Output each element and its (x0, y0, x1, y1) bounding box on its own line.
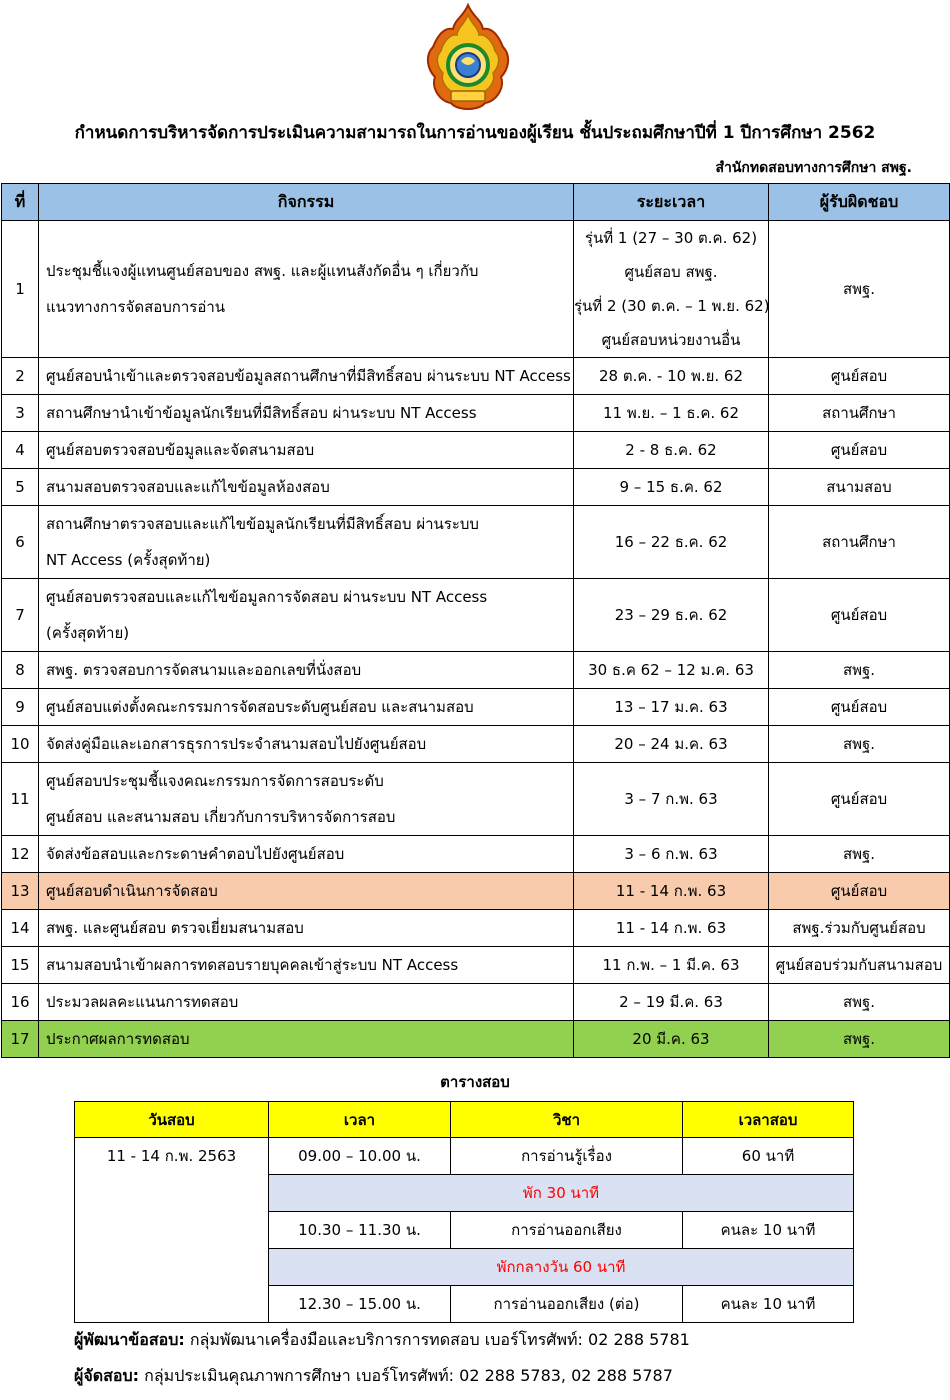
schedule-row (2, 358, 950, 395)
period-line: 30 ธ.ค 62 – 12 ม.ค. 63 (588, 661, 754, 679)
responsible-cell: สถานศึกษา (769, 395, 950, 432)
schedule-row (2, 469, 950, 506)
exam-time: 09.00 – 10.00 น. (269, 1138, 451, 1175)
period-line: 11 - 14 ก.พ. 63 (615, 919, 727, 937)
activity-line: สพฐ. ตรวจสอบการจัดสนามและออกเลขที่นั่งสอบ (46, 661, 362, 679)
row-number: 9 (2, 689, 39, 726)
activity-cell (39, 984, 574, 1021)
period-line: 13 – 17 ม.ค. 63 (614, 698, 728, 716)
exam-time: 12.30 – 15.00 น. (269, 1286, 451, 1323)
break-cell: พัก 30 นาที (269, 1175, 854, 1212)
activity-line: สถานศึกษานำเข้าข้อมูลนักเรียนที่มีสิทธิ์สอบ ผ่านระบบ NT Access (46, 404, 477, 422)
activity-line: ศูนย์สอบดำเนินการจัดสอบ (46, 882, 218, 900)
schedule-row (2, 579, 950, 652)
period-cell (574, 469, 769, 506)
responsible-cell: สพฐ. (769, 1021, 950, 1058)
period-cell (574, 652, 769, 689)
schedule-header-row (2, 184, 950, 221)
exam-header-duration: เวลาสอบ (683, 1102, 854, 1138)
schedule-row (2, 221, 950, 358)
break-cell: พักกลางวัน 60 นาที (269, 1249, 854, 1286)
schedule-row (2, 763, 950, 836)
activity-line: ศูนย์สอบตรวจสอบและแก้ไขข้อมูลการจัดสอบ ผ่านระบบ NT Access (46, 588, 488, 606)
responsible-cell: ศูนย์สอบ (769, 873, 950, 910)
row-number: 5 (2, 469, 39, 506)
period-cell (574, 873, 769, 910)
row-number: 4 (2, 432, 39, 469)
period-cell (574, 1021, 769, 1058)
responsible-cell: สนามสอบ (769, 469, 950, 506)
period-line: 23 – 29 ธ.ค. 62 (614, 606, 728, 624)
period-cell (574, 395, 769, 432)
page-title: กำหนดการบริหารจัดการประเมินความสามารถในการอ่านของผู้เรียน ชั้นประถมศึกษาปีที่ 1 ปีการศึกษา 2562 (74, 123, 876, 143)
activity-cell (39, 763, 574, 836)
responsible-cell: ศูนย์สอบ (769, 763, 950, 836)
row-number: 7 (2, 579, 39, 652)
activity-line: ประชุมชี้แจงผู้แทนศูนย์สอบของ สพฐ. และผู้แทนสังกัดอื่น ๆ เกี่ยวกับ (46, 262, 479, 280)
schedule-row (2, 947, 950, 984)
period-line: ศูนย์สอบหน่วยงานอื่น (601, 331, 741, 349)
responsible-cell: สพฐ. (769, 984, 950, 1021)
activity-line: NT Access (ครั้งสุดท้าย) (46, 551, 211, 569)
exam-header-row (75, 1102, 854, 1138)
period-cell (574, 836, 769, 873)
period-cell (574, 726, 769, 763)
exam-row (75, 1138, 854, 1175)
period-line: ศูนย์สอบ สพฐ. (624, 263, 718, 281)
responsible-cell: สพฐ. (769, 221, 950, 358)
activity-cell (39, 947, 574, 984)
period-line: 11 ก.พ. – 1 มี.ค. 63 (602, 956, 740, 974)
activity-cell (39, 358, 574, 395)
period-line: 3 – 6 ก.พ. 63 (624, 845, 718, 863)
period-cell (574, 947, 769, 984)
period-line: 3 – 7 ก.พ. 63 (624, 790, 718, 808)
schedule-row (2, 652, 950, 689)
activity-line: (ครั้งสุดท้าย) (46, 624, 130, 642)
period-cell (574, 221, 769, 358)
period-line: 20 มี.ค. 63 (632, 1030, 710, 1048)
exam-date: 11 - 14 ก.พ. 2563 (75, 1138, 269, 1323)
activity-line: สนามสอบตรวจสอบและแก้ไขข้อมูลห้องสอบ (46, 478, 330, 496)
row-number: 2 (2, 358, 39, 395)
activity-cell (39, 221, 574, 358)
responsible-cell: สพฐ. (769, 726, 950, 763)
activity-cell (39, 873, 574, 910)
exam-subject: การอ่านออกเสียง (ต่อ) (451, 1286, 683, 1323)
period-line: 9 – 15 ธ.ค. 62 (619, 478, 723, 496)
activity-line: ศูนย์สอบแต่งตั้งคณะกรรมการจัดสอบระดับศูนย์สอบ และสนามสอบ (46, 698, 474, 716)
row-number: 11 (2, 763, 39, 836)
exam-header-date: วันสอบ (75, 1102, 269, 1138)
activity-line: ศูนย์สอบตรวจสอบข้อมูลและจัดสนามสอบ (46, 441, 315, 459)
row-number: 14 (2, 910, 39, 947)
responsible-cell: สถานศึกษา (769, 506, 950, 579)
period-cell (574, 689, 769, 726)
schedule-row (2, 689, 950, 726)
activity-cell (39, 395, 574, 432)
header-no: ที่ (2, 184, 39, 221)
footer-organizer-text: กลุ่มประเมินคุณภาพการศึกษา เบอร์โทรศัพท์: 02 288 5783, 02 288 5787 (139, 1366, 673, 1385)
schedule-row (2, 506, 950, 579)
exam-table-title: ตารางสอบ (440, 1073, 510, 1091)
activity-cell (39, 579, 574, 652)
activity-line: ศูนย์สอบ และสนามสอบ เกี่ยวกับการบริหารจัดการสอบ (46, 808, 396, 826)
activity-line: สนามสอบนำเข้าผลการทดสอบรายบุคคลเข้าสู่ระบบ NT Access (46, 956, 459, 974)
exam-table (74, 1101, 854, 1323)
activity-cell (39, 506, 574, 579)
period-cell (574, 763, 769, 836)
exam-duration: คนละ 10 นาที (683, 1286, 854, 1323)
period-line: 28 ต.ค. - 10 พ.ย. 62 (598, 367, 744, 385)
row-number: 3 (2, 395, 39, 432)
row-number: 15 (2, 947, 39, 984)
header-period: ระยะเวลา (574, 184, 769, 221)
period-cell (574, 984, 769, 1021)
responsible-cell: ศูนย์สอบ (769, 689, 950, 726)
row-number: 16 (2, 984, 39, 1021)
responsible-cell: ศูนย์สอบ (769, 432, 950, 469)
activity-cell (39, 689, 574, 726)
schedule-row (2, 1021, 950, 1058)
exam-subject: การอ่านรู้เรื่อง (451, 1138, 683, 1175)
period-line: 11 - 14 ก.พ. 63 (615, 882, 727, 900)
period-line: 2 – 19 มี.ค. 63 (619, 993, 723, 1011)
exam-subject: การอ่านออกเสียง (451, 1212, 683, 1249)
exam-duration: 60 นาที (683, 1138, 854, 1175)
schedule-row (2, 836, 950, 873)
activity-cell (39, 432, 574, 469)
period-line: 11 พ.ย. – 1 ธ.ค. 62 (603, 404, 739, 422)
row-number: 17 (2, 1021, 39, 1058)
schedule-table (1, 183, 950, 1058)
exam-header-time: เวลา (269, 1102, 451, 1138)
footer-organizer-label: ผู้จัดสอบ: (74, 1366, 140, 1385)
responsible-cell: ศูนย์สอบร่วมกับสนามสอบ (769, 947, 950, 984)
activity-line: ศูนย์สอบนำเข้าและตรวจสอบข้อมูลสถานศึกษาที่มีสิทธิ์สอบ ผ่านระบบ NT Access (46, 367, 571, 385)
period-cell (574, 358, 769, 395)
period-cell (574, 506, 769, 579)
responsible-cell: สพฐ.ร่วมกับศูนย์สอบ (769, 910, 950, 947)
schedule-row (2, 984, 950, 1021)
schedule-row (2, 873, 950, 910)
schedule-row (2, 432, 950, 469)
activity-cell (39, 1021, 574, 1058)
schedule-row (2, 726, 950, 763)
obec-emblem-icon (423, 3, 513, 113)
activity-line: ศูนย์สอบประชุมชี้แจงคณะกรรมการจัดการสอบระดับ (46, 772, 384, 790)
period-line: รุ่นที่ 1 (27 – 30 ต.ค. 62) (584, 229, 758, 247)
footer-developer-label: ผู้พัฒนาข้อสอบ: (74, 1330, 185, 1349)
row-number: 1 (2, 221, 39, 358)
exam-time: 10.30 – 11.30 น. (269, 1212, 451, 1249)
exam-duration: คนละ 10 นาที (683, 1212, 854, 1249)
activity-line: ประกาศผลการทดสอบ (46, 1030, 190, 1048)
row-number: 13 (2, 873, 39, 910)
page-subtitle: สำนักทดสอบทางการศึกษา สพฐ. (715, 160, 912, 176)
responsible-cell: ศูนย์สอบ (769, 579, 950, 652)
activity-cell (39, 652, 574, 689)
activity-line: สพฐ. และศูนย์สอบ ตรวจเยี่ยมสนามสอบ (46, 919, 304, 937)
exam-header-subject: วิชา (451, 1102, 683, 1138)
header-responsible: ผู้รับผิดชอบ (769, 184, 950, 221)
period-line: 16 – 22 ธ.ค. 62 (614, 533, 728, 551)
footer-developer (74, 1328, 690, 1352)
period-cell (574, 579, 769, 652)
period-cell (574, 432, 769, 469)
activity-line: จัดส่งข้อสอบและกระดาษคำตอบไปยังศูนย์สอบ (46, 845, 345, 863)
row-number: 10 (2, 726, 39, 763)
activity-line: จัดส่งคู่มือและเอกสารธุรการประจำสนามสอบไปยังศูนย์สอบ (46, 735, 427, 753)
activity-line: สถานศึกษาตรวจสอบและแก้ไขข้อมูลนักเรียนที่มีสิทธิ์สอบ ผ่านระบบ (46, 515, 479, 533)
activity-cell (39, 910, 574, 947)
activity-cell (39, 726, 574, 763)
row-number: 8 (2, 652, 39, 689)
footer-organizer (74, 1364, 673, 1388)
period-cell (574, 910, 769, 947)
period-line: 20 – 24 ม.ค. 63 (614, 735, 728, 753)
responsible-cell: ศูนย์สอบ (769, 358, 950, 395)
activity-cell (39, 836, 574, 873)
header-activity: กิจกรรม (39, 184, 574, 221)
period-line: รุ่นที่ 2 (30 ต.ค. – 1 พ.ย. 62) (574, 297, 770, 315)
activity-line: แนวทางการจัดสอบการอ่าน (46, 298, 226, 316)
row-number: 6 (2, 506, 39, 579)
row-number: 12 (2, 836, 39, 873)
responsible-cell: สพฐ. (769, 652, 950, 689)
activity-cell (39, 469, 574, 506)
schedule-row (2, 395, 950, 432)
schedule-row (2, 910, 950, 947)
responsible-cell: สพฐ. (769, 836, 950, 873)
period-line: 2 - 8 ธ.ค. 62 (625, 441, 717, 459)
footer-developer-text: กลุ่มพัฒนาเครื่องมือและบริการการทดสอบ เบอร์โทรศัพท์: 02 288 5781 (184, 1330, 690, 1349)
activity-line: ประมวลผลคะแนนการทดสอบ (46, 993, 239, 1011)
